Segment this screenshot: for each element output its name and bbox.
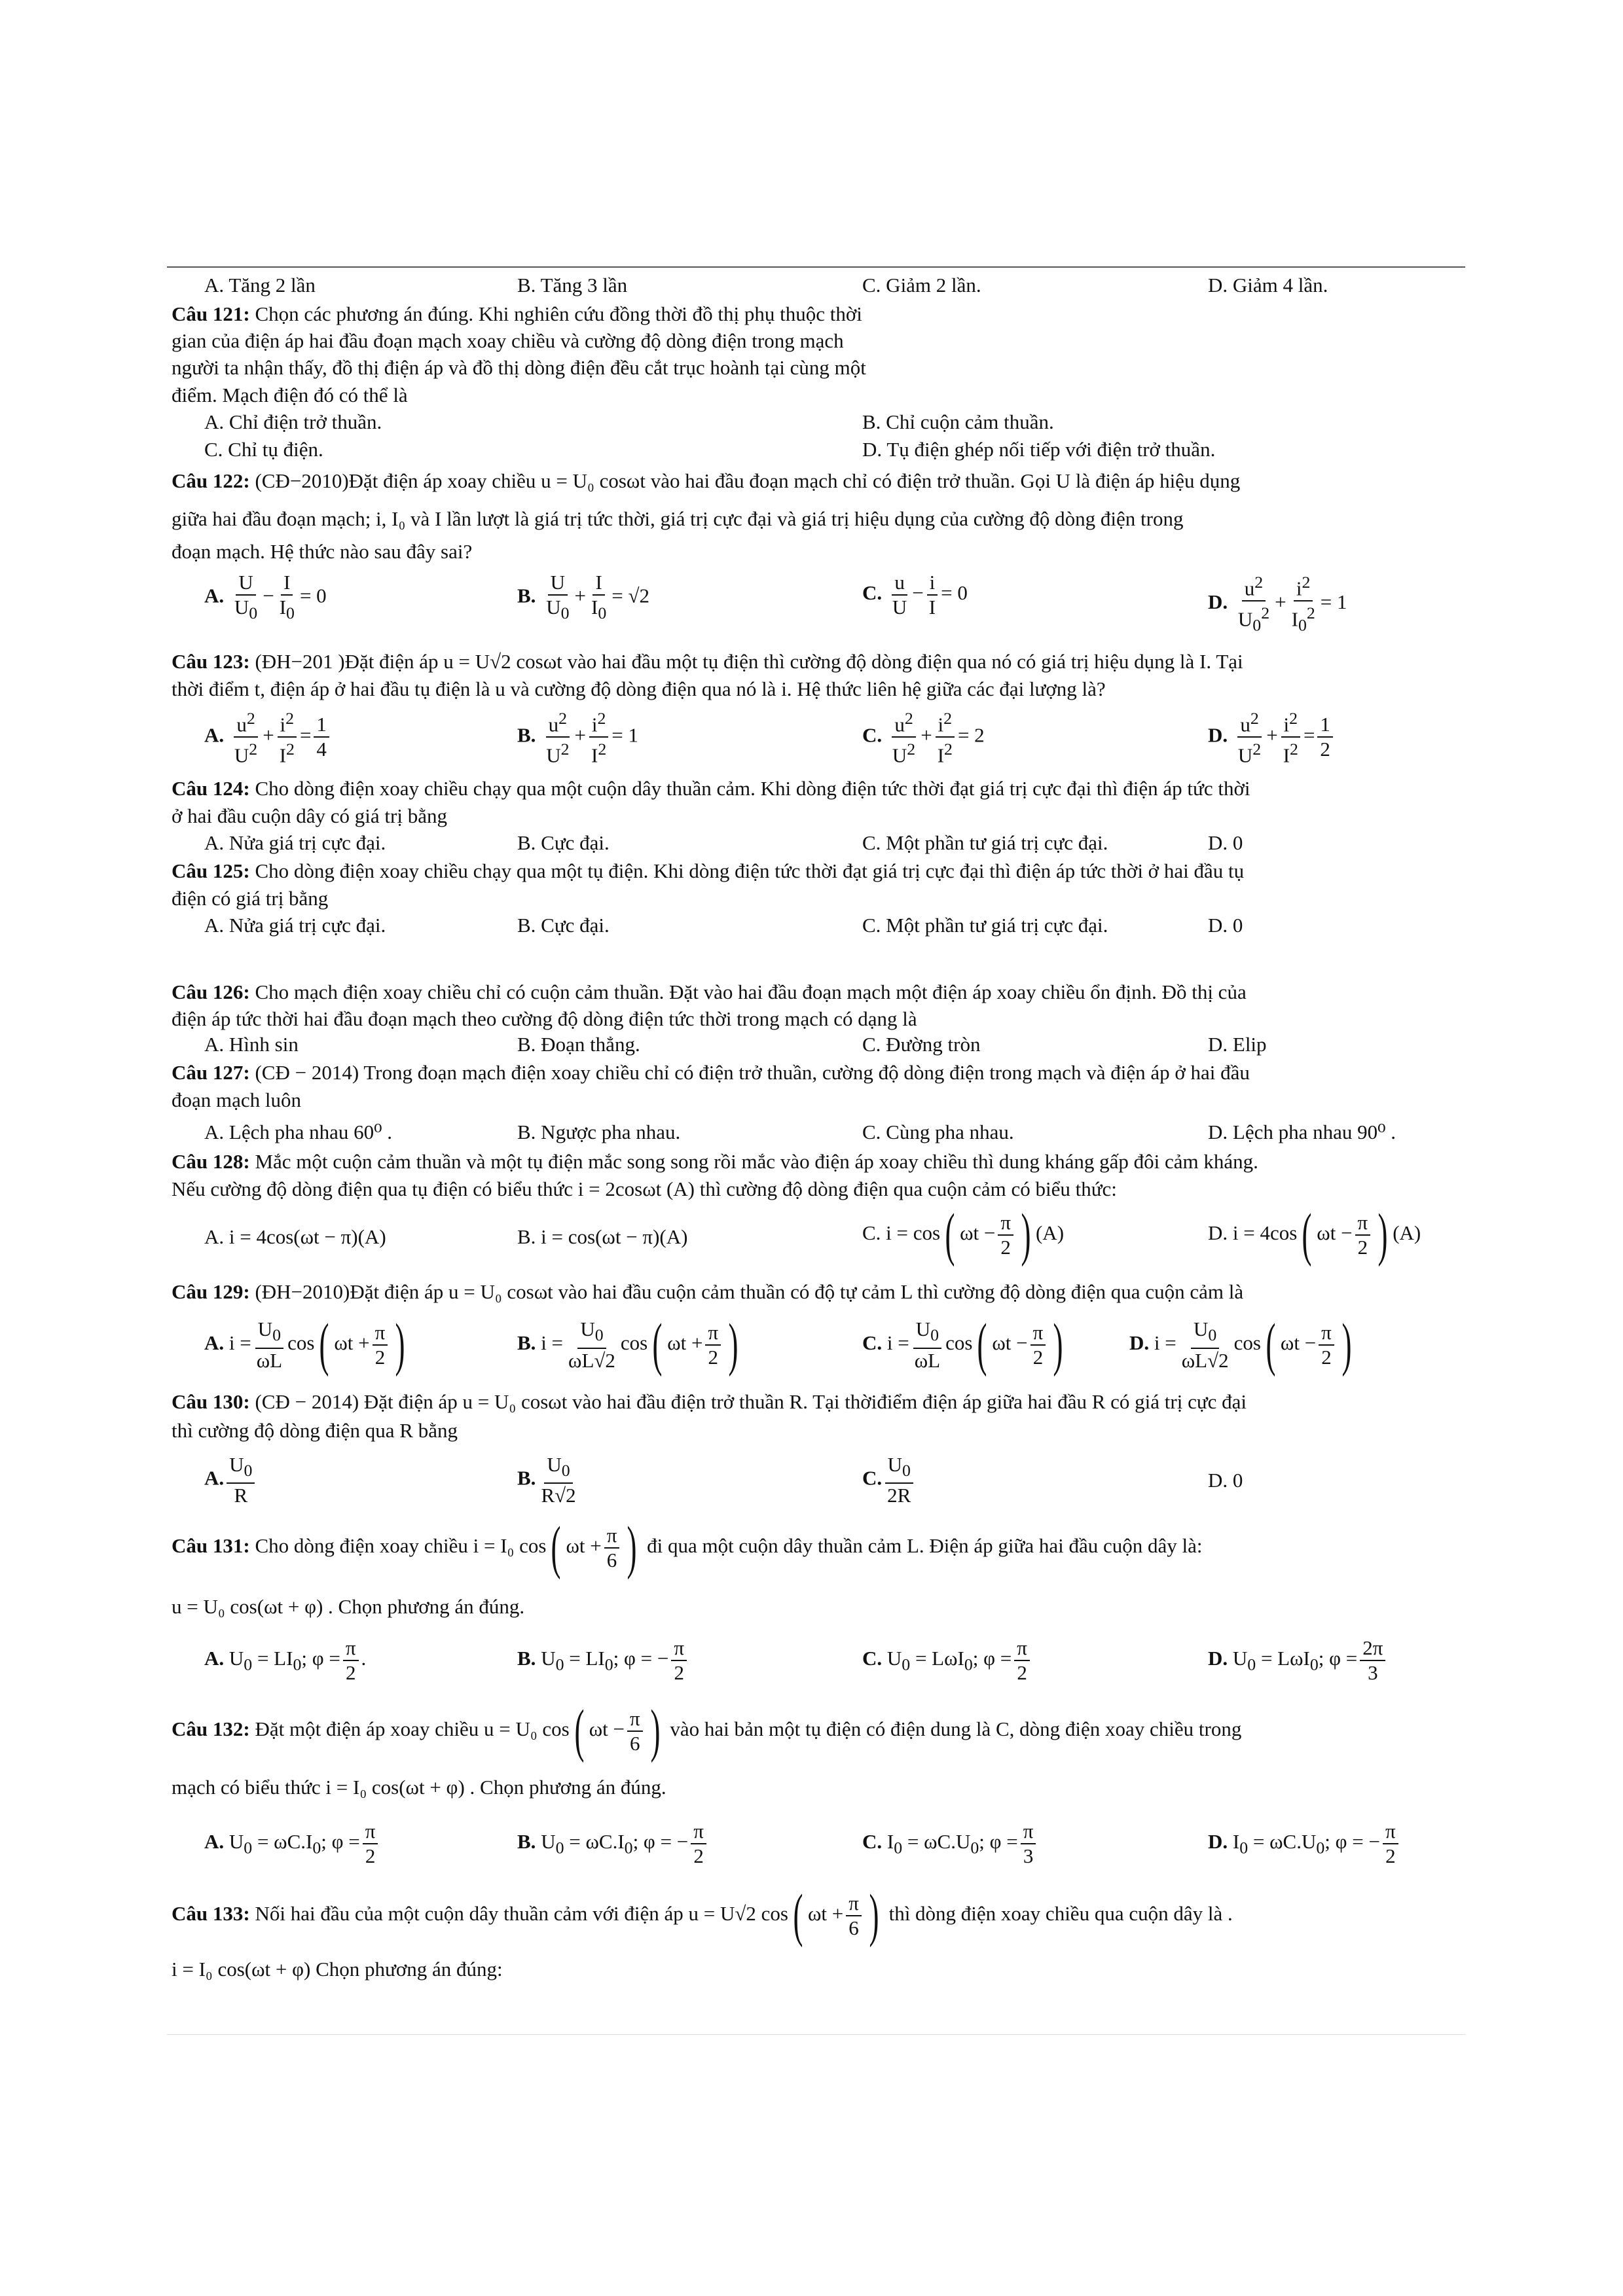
q131-option-a: A. $U_0 = LI_0$; φ = $\frac{\pi}{2}$ . [204, 1636, 367, 1684]
q126-text-2: điện áp tức thời hai đầu đoạn mạch theo cường độ dòng điện tức thời trong mạch có dạng là [172, 1007, 917, 1030]
q130-stem-1: (CĐ − 2014) Đặt điện áp u = U₀ cosωt vào hai đầu điện trở thuần R. Tại thờiđiểm điện áp giữa hai đầu R có giá trị cực đại [249, 1390, 1247, 1413]
q122-number: Câu 122: [172, 469, 250, 492]
q127-stem-1: (CĐ − 2014) Trong đoạn mạch điện xoay chiều chỉ có điện trở thuần, cường độ dòng điện trong mạch và điện áp ở hai đầu [249, 1061, 1250, 1084]
q126-option-b: B. Đoạn thẳng. [517, 1033, 640, 1056]
q127-text-2: đoạn mạch luôn [172, 1088, 302, 1111]
q127-option-a: A. Lệch pha nhau 60⁰ . [204, 1121, 393, 1143]
q125-text-2: điện có giá trị bằng [172, 887, 329, 910]
q120-option-a: A. Tăng 2 lần [204, 274, 316, 296]
q120-option-b: B. Tăng 3 lần [517, 274, 628, 296]
q126-number: Câu 126: [172, 980, 250, 1003]
q131-number: Câu 131: [172, 1534, 250, 1558]
q122-option-d: D. $\frac{u^2}{U_0^2}$ + $\frac{i^2}{I_0^2}$ = 1 [1208, 571, 1347, 637]
bottom-rule [167, 2034, 1465, 2035]
q123-number: Câu 123: [172, 650, 250, 673]
q124-option-d: D. 0 [1208, 831, 1243, 854]
q128-number: Câu 128: [172, 1150, 250, 1173]
q121-option-b: B. Chỉ cuộn cảm thuần. [862, 410, 1054, 433]
q132-option-a: A. $U_0 = \omega C.I_0$; φ = $\frac{\pi}{2}$ [204, 1820, 380, 1868]
q133-text-1: Câu 133: Nối hai đầu của một cuộn dây thuần cảm với điện áp u = U√2 cos( ωt + $\frac{\pi}{6}$ ) thì dòng điện xoay chiều qua cuộn dây là . [172, 1883, 1233, 1948]
q129-number: Câu 129: [172, 1280, 250, 1303]
q121-text-2: gian của điện áp hai đầu đoạn mạch xoay chiều và cường độ dòng điện trong mạch [172, 329, 844, 352]
q129-text-1 [172, 1280, 1243, 1304]
q125-option-b: B. Cực đại. [517, 914, 610, 937]
q122-text-3: đoạn mạch. Hệ thức nào sau đây sai? [172, 540, 473, 563]
q126-text-1 [172, 980, 1247, 1005]
q130-text-2: thì cường độ dòng điện qua R bằng [172, 1419, 458, 1442]
q125-text-1 [172, 859, 1244, 884]
q128-text-1 [172, 1149, 1258, 1174]
q123-text-1 [172, 649, 1243, 674]
q125-stem-1: Cho dòng điện xoay chiều chạy qua một tụ điện. Khi dòng điện tức thời đạt giá trị cực đại thì điện áp tức thời ở hai đầu tụ [249, 859, 1245, 882]
q124-option-b: B. Cực đại. [517, 831, 610, 854]
q121-text-3: người ta nhận thấy, đồ thị điện áp và đồ thị dòng điện đều cắt trục hoành tại cùng một [172, 356, 866, 379]
q130-option-a: A. $\frac{U_0}{R}$ [204, 1453, 257, 1507]
q121-option-a: A. Chỉ điện trở thuần. [204, 410, 382, 433]
q128-option-b: B. i = cos(ωt − π)(A) [517, 1225, 688, 1248]
q132-text-2: mạch có biểu thức i = I₀ cos(ωt + φ) . Chọn phương án đúng. [172, 1776, 666, 1799]
q127-option-b: B. Ngược pha nhau. [517, 1121, 681, 1143]
q133-text-2: i = I₀ cos(ωt + φ) Chọn phương án đúng: [172, 1958, 503, 1981]
q127-text-1 [172, 1060, 1250, 1085]
q125-option-d: D. 0 [1208, 914, 1243, 937]
q132-option-c: C. $I_0 = \omega C.U_0$; φ = $\frac{\pi}{3}$ [862, 1820, 1038, 1868]
q132-option-b: B. $U_0 = \omega C.I_0$; φ = − $\frac{\pi}{2}$ [517, 1820, 709, 1868]
q131-text-2: u = U₀ cos(ωt + φ) . Chọn phương án đúng. [172, 1595, 525, 1618]
q124-option-c: C. Một phần tư giá trị cực đại. [862, 831, 1108, 854]
q126-option-c: C. Đường tròn [862, 1033, 981, 1056]
q126-stem-1: Cho mạch điện xoay chiều chỉ có cuộn cảm thuần. Đặt vào hai đầu đoạn mạch một điện áp xoay chiều ổn định. Đồ thị của [249, 980, 1247, 1003]
q122-option-c: C. $\frac{u}{U}$ − $\frac{i}{I}$ = 0 [862, 571, 968, 619]
q121-stem-1: Chọn các phương án đúng. Khi nghiên cứu đồng thời đồ thị phụ thuộc thời [249, 302, 862, 325]
q131-option-c: C. $U_0 = L\omega I_0$; φ = $\frac{\pi}{2}$ [862, 1636, 1032, 1685]
q127-number: Câu 127: [172, 1061, 250, 1084]
top-rule [167, 266, 1465, 268]
q123-option-c: C. $\frac{u^2}{U^2}$ + $\frac{i^2}{I^2}$ = 2 [862, 707, 985, 768]
q128-text-2: Nếu cường độ dòng điện qua tụ điện có biểu thức i = 2cosωt (A) thì cường độ dòng điện qua cuộn cảm có biểu thức: [172, 1177, 1117, 1200]
q122-stem-1: (CĐ−2010)Đặt điện áp xoay chiều u = U₀ cosωt vào hai đầu đoạn mạch chỉ có điện trở thuần. Gọi U là điện áp hiệu dụng [249, 469, 1241, 492]
q121-text-1 [172, 302, 862, 327]
q124-option-a: A. Nửa giá trị cực đại. [204, 831, 386, 854]
q129-stem-1: (ĐH−2010)Đặt điện áp u = U₀ cosωt vào hai đầu cuộn cảm thuần có độ tự cảm L thì cường độ dòng điện qua cuộn cảm là [249, 1280, 1244, 1303]
q130-option-c: C. $\frac{U_0}{2R}$ [862, 1453, 916, 1507]
q126-option-d: D. Elip [1208, 1033, 1267, 1056]
q131-option-d: D. $U_0 = L\omega I_0$; φ = $\frac{2\pi}{3}$ [1208, 1636, 1388, 1685]
q130-option-d: D. 0 [1208, 1469, 1243, 1492]
q121-text-4: điểm. Mạch điện đó có thể là [172, 384, 408, 406]
q129-option-b: B. i = $\frac{U_0}{\omega L√2}$ cos( ωt + $\frac{\pi}{2}$ ) [517, 1312, 739, 1377]
q122-option-a: A. $\frac{U}{U_0}$ − $\frac{I}{I_0}$ = 0 [204, 571, 327, 623]
q122-option-b: B. $\frac{U}{U_0}$ + $\frac{I}{I_0}$ = √2 [517, 571, 649, 623]
q129-option-d: D. i = $\frac{U_0}{\omega L√2}$ cos( ωt − $\frac{\pi}{2}$ ) [1129, 1312, 1352, 1377]
q122-text-2: giữa hai đầu đoạn mạch; i, I₀ và I lần lượt là giá trị tức thời, giá trị cực đại và giá trị hiệu dụng của cường độ dòng điện trong [172, 507, 1184, 530]
q125-option-a: A. Nửa giá trị cực đại. [204, 914, 386, 937]
q132-number: Câu 132: [172, 1717, 250, 1741]
q126-option-a: A. Hình sin [204, 1033, 299, 1056]
q130-text-1 [172, 1390, 1247, 1414]
q129-option-a: A. i = $\frac{U_0}{\omega L}$ cos( ωt + $\frac{\pi}{2}$ ) [204, 1312, 405, 1377]
q125-number: Câu 125: [172, 859, 250, 882]
q124-stem-1: Cho dòng điện xoay chiều chạy qua một cuộn dây thuần cảm. Khi dòng điện tức thời đạt giá trị cực đại thì điện áp tức thời [249, 777, 1250, 800]
q128-option-a: A. i = 4cos(ωt − π)(A) [204, 1225, 386, 1248]
q124-number: Câu 124: [172, 777, 250, 800]
q121-number: Câu 121: [172, 302, 250, 325]
q123-option-d: D. $\frac{u^2}{U^2}$ + $\frac{i^2}{I^2}$ = $\frac{1}{2}$ [1208, 707, 1336, 768]
q127-option-c: C. Cùng pha nhau. [862, 1121, 1014, 1143]
q123-text-2: thời điểm t, điện áp ở hai đầu tụ điện là u và cường độ dòng điện qua nó là i. Hệ thức liên hệ giữa các đại lượng là? [172, 677, 1106, 700]
q133-number: Câu 133: [172, 1902, 250, 1926]
q124-text-1 [172, 776, 1250, 801]
q123-option-a: A. $\frac{u^2}{U^2}$ + $\frac{i^2}{I^2}$ = $\frac{1}{4}$ [204, 707, 332, 768]
q123-option-b: B. $\frac{u^2}{U^2}$ + $\frac{i^2}{I^2}$ = 1 [517, 707, 638, 768]
q130-option-b: B. $\frac{U_0}{R√2}$ [517, 1453, 576, 1507]
q121-option-c: C. Chỉ tụ điện. [204, 438, 323, 461]
q132-option-d: D. $I_0 = \omega C.U_0$; φ = − $\frac{\pi}{2}$ [1208, 1820, 1401, 1868]
q129-option-c: C. i = $\frac{U_0}{\omega L}$ cos( ωt − $\frac{\pi}{2}$ ) [862, 1312, 1063, 1377]
q131-text-1: Câu 131: Cho dòng điện xoay chiều i = I₀ cos( ωt + $\frac{\pi}{6}$ ) đi qua một cuộn dây thuần cảm L. Điện áp giữa hai đầu cuộn dây là: [172, 1515, 1203, 1580]
q122-text-1 [172, 469, 1240, 493]
q132-text-1: Câu 132: Đặt một điện áp xoay chiều u = U₀ cos( ωt − $\frac{\pi}{6}$ ) vào hai bản một tụ điện có điện dung là C, dòng điện xoay chiều trong [172, 1698, 1242, 1763]
q121-option-d: D. Tụ điện ghép nối tiếp với điện trở thuần. [862, 438, 1216, 461]
q128-option-d: D. i = 4cos( ωt − $\frac{\pi}{2}$ ) (A) [1208, 1202, 1421, 1267]
q128-option-c: C. i = cos( ωt − $\frac{\pi}{2}$ ) (A) [862, 1202, 1065, 1267]
q125-option-c: C. Một phần tư giá trị cực đại. [862, 914, 1108, 937]
q130-number: Câu 130: [172, 1390, 250, 1413]
q120-option-d: D. Giảm 4 lần. [1208, 274, 1328, 296]
q120-option-c: C. Giảm 2 lần. [862, 274, 981, 296]
q131-option-b: B. $U_0 = LI_0$; φ = − $\frac{\pi}{2}$ [517, 1636, 689, 1685]
q127-option-d: D. Lệch pha nhau 90⁰ . [1208, 1121, 1396, 1143]
q128-stem-1: Mắc một cuộn cảm thuần và một tụ điện mắc song song rồi mắc vào điện áp xoay chiều thì dung kháng gấp đôi cảm kháng. [249, 1150, 1258, 1173]
q124-text-2: ở hai đầu cuộn dây có giá trị bằng [172, 804, 447, 827]
q123-stem-1: (ĐH−201 )Đặt điện áp u = U√2 cosωt vào hai đầu một tụ điện thì cường độ dòng điện qua nó có giá trị hiệu dụng là I. Tại [249, 650, 1243, 673]
